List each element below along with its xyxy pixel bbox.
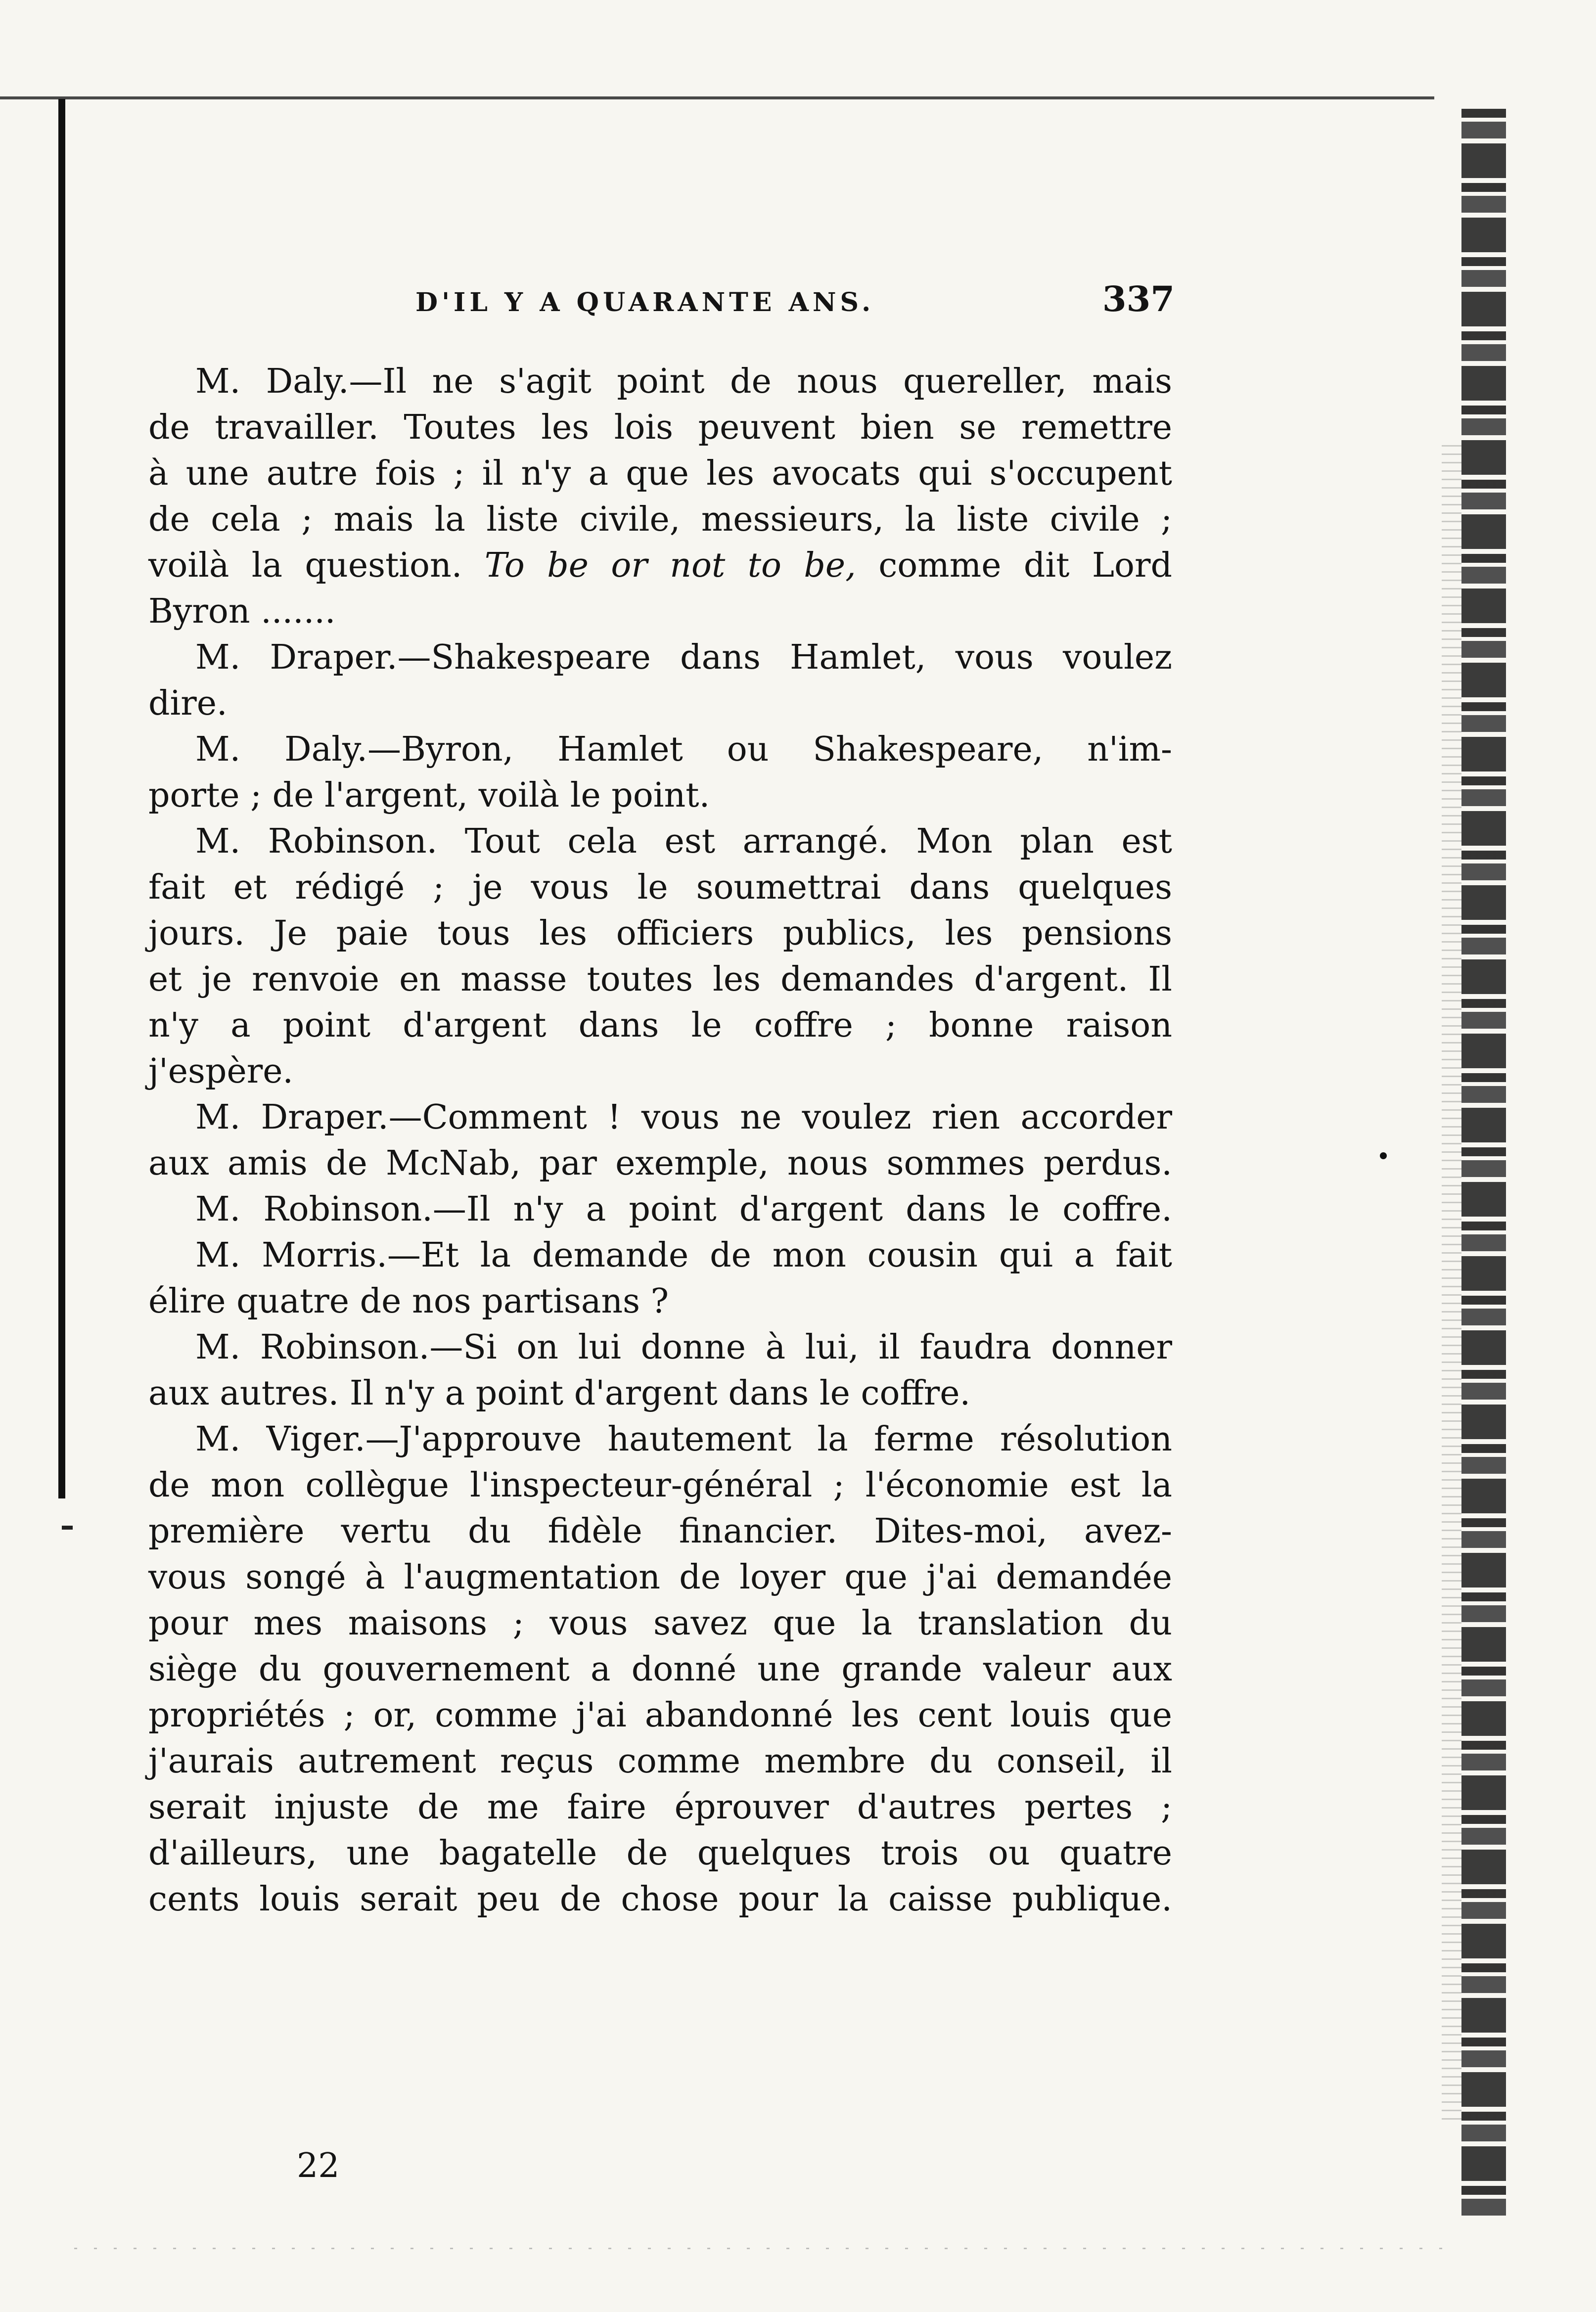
- text-line: Byron .......: [148, 592, 336, 631]
- scan-top-rule: [0, 96, 1434, 99]
- running-head: D'IL Y A QUARANTE ANS.: [415, 287, 875, 317]
- text-line: M. Morris.—Et la demande de mon cousin qui a fait: [195, 1236, 1172, 1275]
- scan-right-edge-shadow: [1442, 445, 1461, 2127]
- scan-left-tick: [62, 1526, 73, 1530]
- text-line: serait injuste de me faire éprouver d'autres pertes ;: [148, 1788, 1172, 1827]
- text-segment: voilà la question.: [148, 546, 485, 585]
- text-line: cents louis serait peu de chose pour la caisse publique.: [148, 1880, 1172, 1919]
- text-line: aux autres. Il n'y a point d'argent dans le coffre.: [148, 1374, 971, 1413]
- text-line: première vertu du fidèle financier. Dites-moi, avez-: [148, 1512, 1172, 1551]
- signature-mark: 22: [297, 2146, 340, 2185]
- text-line: à une autre fois ; il n'y a que les avocats qui s'occupent: [148, 454, 1172, 493]
- scan-right-page-edge: [1461, 109, 1506, 2216]
- text-line: fait et rédigé ; je vous le soumettrai dans quelques: [148, 868, 1172, 907]
- text-line: dire.: [148, 684, 228, 723]
- scan-bottom-dots: [74, 2248, 1459, 2249]
- text-line: n'y a point d'argent dans le coffre ; bonne raison: [148, 1006, 1172, 1045]
- text-line: porte ; de l'argent, voilà le point.: [148, 776, 710, 815]
- text-line: aux amis de McNab, par exemple, nous sommes perdus.: [148, 1144, 1172, 1183]
- text-line: [148, 543, 1172, 589]
- text-line: de mon collègue l'inspecteur-général ; l'économie est la: [148, 1466, 1172, 1505]
- italic-quote: To be or not to be,: [484, 546, 856, 585]
- text-segment: comme dit Lord: [856, 546, 1172, 585]
- text-line: d'ailleurs, une bagatelle de quelques trois ou quatre: [148, 1834, 1172, 1873]
- text-line: de travailler. Toutes les lois peuvent bien se remettre: [148, 408, 1172, 447]
- text-line: siège du gouvernement a donné une grande valeur aux: [148, 1650, 1172, 1689]
- text-line: M. Daly.—Il ne s'agit point de nous quereller, mais: [195, 362, 1172, 401]
- text-line: j'aurais autrement reçus comme membre du conseil, il: [148, 1742, 1172, 1781]
- text-line: M. Daly.—Byron, Hamlet ou Shakespeare, n'im-: [195, 730, 1172, 769]
- scan-left-binding-rule: [58, 99, 65, 1498]
- text-line: propriétés ; or, comme j'ai abandonné les cent louis que: [148, 1696, 1172, 1735]
- text-line: vous songé à l'augmentation de loyer que j'ai demandée: [148, 1558, 1172, 1597]
- text-line: et je renvoie en masse toutes les demandes d'argent. Il: [148, 960, 1172, 999]
- text-line: élire quatre de nos partisans ?: [148, 1282, 669, 1321]
- text-line: pour mes maisons ; vous savez que la translation du: [148, 1604, 1172, 1643]
- text-line: M. Viger.—J'approuve hautement la ferme résolution: [195, 1420, 1172, 1459]
- text-line: M. Draper.—Shakespeare dans Hamlet, vous voulez: [195, 638, 1172, 677]
- body-text: [148, 359, 1172, 1922]
- text-line: M. Robinson. Tout cela est arrangé. Mon plan est: [195, 822, 1172, 861]
- text-line: M. Robinson.—Il n'y a point d'argent dans le coffre.: [195, 1190, 1172, 1229]
- ink-speck: [1380, 1152, 1387, 1159]
- text-line: M. Draper.—Comment ! vous ne voulez rien accorder: [195, 1098, 1172, 1137]
- page-number: 337: [1102, 278, 1175, 319]
- text-line: j'espère.: [148, 1052, 294, 1091]
- text-line: M. Robinson.—Si on lui donne à lui, il faudra donner: [195, 1328, 1172, 1367]
- text-line: de cela ; mais la liste civile, messieurs, la liste civile ;: [148, 500, 1172, 539]
- text-line: jours. Je paie tous les officiers publics, les pensions: [148, 914, 1172, 953]
